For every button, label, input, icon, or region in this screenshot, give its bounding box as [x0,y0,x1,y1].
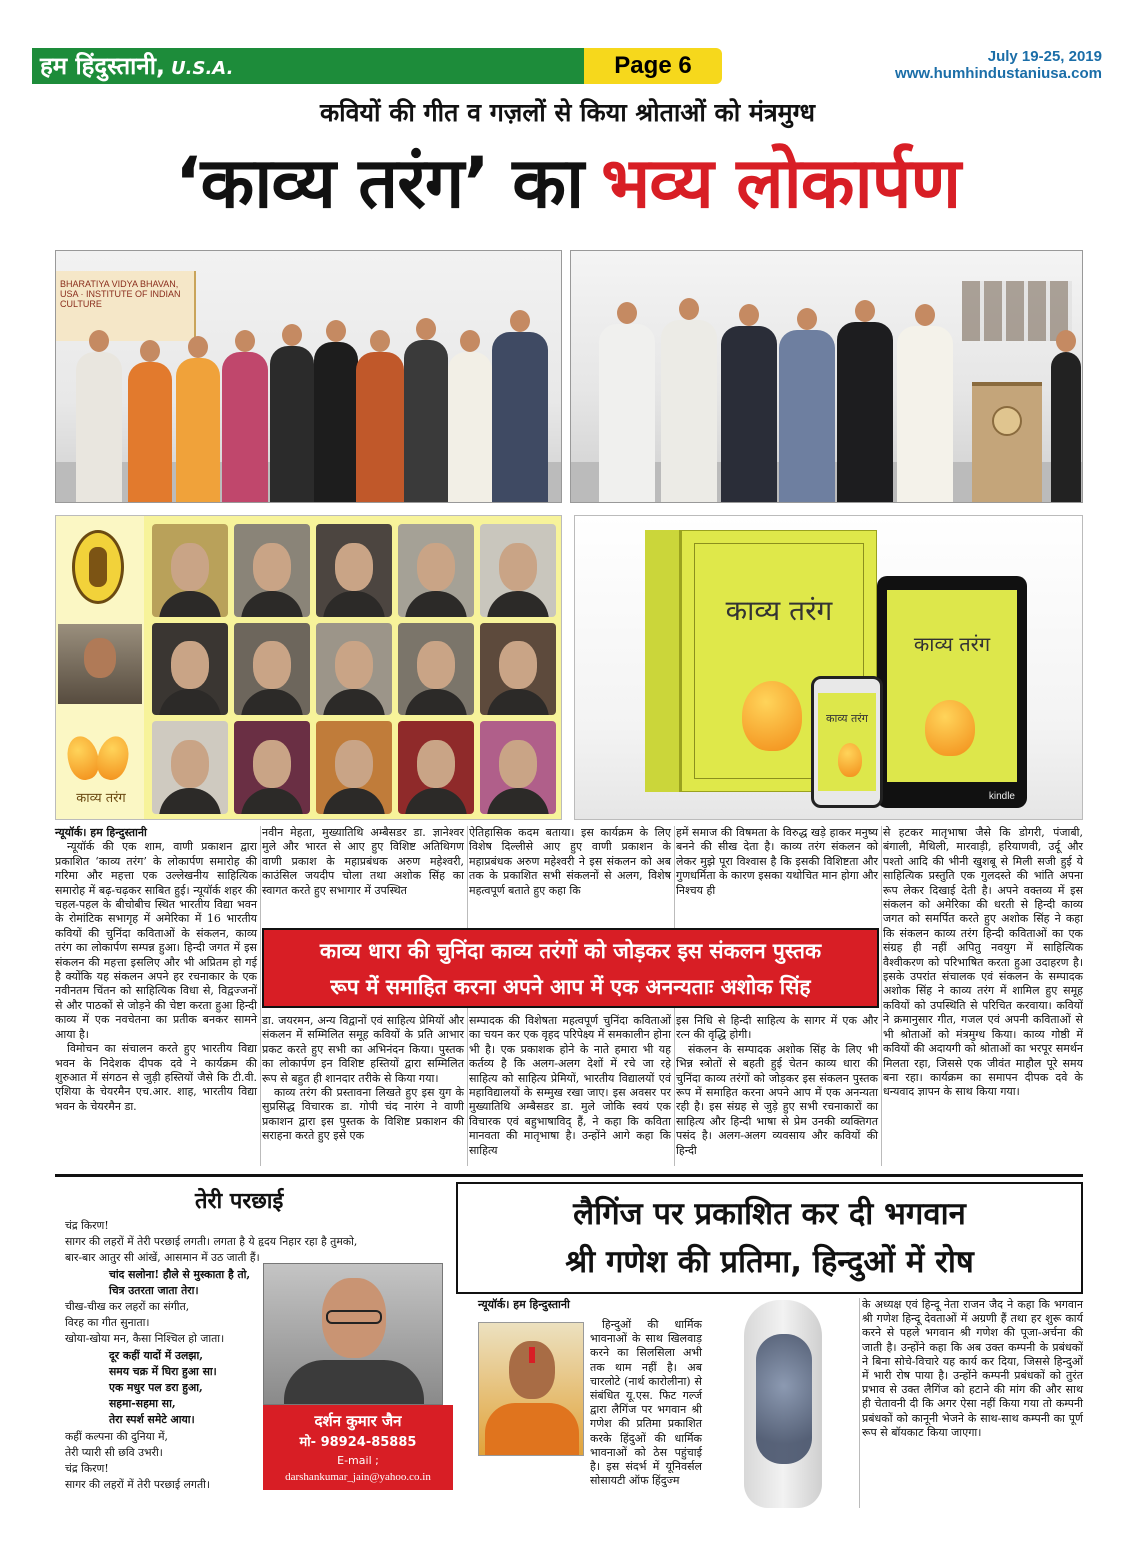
poem-line: समय चक्र में घिरा हुआ सा। [109,1364,217,1378]
poem-line: सहमा-सहमा सा, [109,1397,176,1411]
paragraph: सम्पादक की विशेषता महत्वपूर्ण चुनिंदा कविताओं का चयन कर एक वृहद परिपेक्ष्य में समकालीन होना भी है। एक प्रकाशक होने के नाते हमारा भी यह कर्तव्य है कि अलग-अलग देशों में रचे जा रहे साहित्य को साहित्य प्रेमियों, भारतीय विद्यालयों एवं महाविद्यालयों के सम्मुख रखा जाए। इस अवसर पर मुख्यातिथि अम्बैसडर डा. मुले जोकि स्वयं एक विचारक एवं बहुभाषाविद् हैं, ने कहा कि कविता मानवता की मातृभाषा है। उन्होंने आगे कहा कि साहित्य [469,1014,671,1157]
person-figure [837,322,893,502]
article-column-1 [55,826,257,1114]
article-column-2-top [262,826,464,898]
paragraph: के अध्यक्ष एवं हिन्दू नेता राजन जैद ने कहा कि भगवान श्री गणेश हिन्दू देवताओं में अग्रणी हैं तथा हर शुरू कार्य करने से पहले भगवान श्री गणेश की पूजा-अर्चना की जाती है। उन्होंने कहा कि अब उक्त कम्पनी के प्रबंधकों ने बिना सोचे-विचारे यह कार्य कर दिया, जिससे हिन्दुओं में भारी रोष पाया है। उन्होंने कम्पनी प्रबंधकों को तुरंत प्रभाव से उक्त लैगिंज को हटाने की मांग की और साथ ही चेतावनी दी कि अगर ऐसा नहीं किया गया तो कम्पनी प्रबंधकों को कानूनी भेजने के साथ-साथ कम्पनी का पूर्ण रूप से बॉयकाट किया जाएगा। [862,1298,1083,1439]
ereader-title: काव्य तरंग [913,632,991,656]
paragraph: विमोचन का संचालन करते हुए भारतीय विद्या भवन के निदेशक दीपक दवे ने कार्यक्रम की शुरुआत में संगठन से जुड़ी हस्तियों जैसे कि टी.वी. एशिया के चेयरमैन एच.आर. शाह, भारतीय विद्या भवन के चेयरमैन डा. [55,1042,257,1113]
paragraph: से हटकर मातृभाषा जैसे कि डोगरी, पंजाबी, बंगाली, मैथिली, मारवाड़ी, हरियाणवी, उर्दू और पश्तो आदि की भीनी खुशबू से मिली सजी हुई ये साहित्यिक प्रस्तुति एक गुलदस्ते की भांति अपना रूप लेकर दिखाई देती है। अपने वक्तव्य में इस संकलन को अमेरिका की धरती से हिन्दी काव्य जगत को समर्पित करते हुए अशोक सिंह ने कहा कि संकलन काव्य तरंग हिन्दी कविताओं का एक संग्रह ही नहीं अपितु नवयुग में साहित्यिक वैश्वीकरण को परिभाषित करता हुआ उदाहरण है। इसके उपरांत संचालक एवं संकलन के सम्पादक अशोक सिंह ने काव्य तरंग में शामिल हुए समूह कवियों को उपस्थिति से परिचित करवाया। कवियों ने क्रमानुसार गीत, गजल एवं अपनी कविताओं से भी श्रोताओं को मंत्रमुग्ध किया। काव्य गोष्ठी में कवियों की अदायगी को श्रोताओं का भरपूर समर्थन मिलता रहा, जिससे एक जीवंत माहौल पूरे समय बना रहा। कार्यक्रम का समापन दीपक दवे के धन्यवाद ज्ञापन के साथ किया गया। [883,826,1083,1099]
person-figure [1051,352,1081,502]
book-cover-title: काव्य तरंग [725,594,833,627]
paragraph: इस निधि से हिन्दी साहित्य के सागर में एक और रत्न की वृद्धि होगी। [676,1014,878,1042]
poet-portrait [398,623,474,716]
website-url: www.humhindustaniusa.com [895,65,1102,82]
brand-name: हम हिंदुस्तानी, [40,52,166,80]
poets-collage [55,515,562,820]
poet-portrait [480,623,556,716]
person-figure [176,358,220,502]
poem-title: तेरी परछाई [195,1189,284,1214]
poet-name: दर्शन कुमार जैन [314,1412,402,1430]
phone-device [811,676,883,808]
glasses-icon [326,1310,382,1324]
person-figure [314,342,358,502]
poet-portrait [234,524,310,617]
poet-portrait [152,721,228,814]
poem-line: तेरा स्पर्श समेटे आया। [109,1413,195,1427]
poem-line: खोया-खोया मन, कैसा निश्चिल हो जाता। [65,1332,225,1346]
brand-suffix: U.S.A. [171,58,234,79]
person-figure [128,362,172,502]
book-product-photo [574,515,1083,820]
podium-seal-icon [992,406,1022,436]
poet-portrait [316,524,392,617]
article-kicker: कवियों की गीत व गज़लों से किया श्रोताओं को मंत्रमुग्ध [319,98,816,127]
petal-icon [838,743,862,777]
person-figure [599,324,655,502]
paragraph: काव्य तरंग की प्रस्तावना लिखते हुए इस युग के सुप्रसिद्ध विचारक डा. गोपी चंद नारंग ने वाणी प्रकाशन द्वारा इस पुस्तक के विशिष्ट प्रकाशन की सराहना करते हुए इसे एक [262,1086,464,1143]
poem-line: चंद्र किरण! [65,1219,109,1232]
petal-icon [64,736,134,780]
poet-portrait [316,721,392,814]
issue-info [895,48,1102,82]
secondary-byline: न्यूयॉर्क। हम हिन्दुस्तानी [478,1298,570,1311]
paragraph: ऐतिहासिक कदम बताया। इस कार्यक्रम के लिए विशेष दिल्लीसे आए हुए वाणी प्रकाशन के महाप्रबंधक अरुण महेश्वरी ने इस संकलन को अब तक के प्रकाशित सभी संकलनों से अलग, विशेष महत्वपूर्ण बताते हुए कहा कि [469,826,671,897]
newspaper-brand [32,48,584,84]
poem-line: विरह का गीत सुनाता। [65,1316,150,1330]
headline-black-part: ‘काव्य तरंग’ का [174,142,584,224]
column-divider [881,826,882,1166]
person-figure [270,346,314,502]
article-column-5 [883,826,1083,1100]
institute-banner: BHARATIYA VIDYA BHAVAN, USA · INSTITUTE OF INDIAN CULTURE [56,271,196,341]
poet-portrait [398,721,474,814]
pull-quote-line-2: रूप में समाहित करना अपने आप में एक अनन्यताः अशोक सिंह [330,975,811,999]
poet-photo [263,1263,443,1405]
person-figure [76,352,122,502]
poet-email: darshankumar_jain@yahoo.co.in [285,1471,431,1483]
person-figure [356,352,404,502]
section-divider [55,1174,1083,1177]
poem-line: तेरी प्यारी सी छवि उभरी। [65,1445,163,1459]
poem-line: चांद सलोना! हौले से मुस्काता है तो, [109,1267,251,1281]
secondary-column-2 [862,1298,1083,1440]
article-column-4-bottom [676,1014,878,1158]
poet-mobile: मो- 98924-85885 [299,1435,417,1450]
secondary-headline [456,1182,1083,1294]
headline-red-part: भव्य लोकार्पण [601,142,961,224]
poem-line: सागर की लहरों में तेरी परछाई लगती। लगता है ये हृदय निहार रहा है तुमको, [65,1235,358,1249]
main-headline [0,133,1135,233]
page-number: Page 6 [584,48,722,84]
paragraph: हिन्दुओं की धार्मिक भावनाओं के साथ खिलवाड़ करने का सिलसिला अभी तक थाम नहीं है। अब चारलोटे (नार्थ कारोलीना) से संबंधित यू.एस. फिट गर्ल्ज द्वारा लैगिंज पर भगवान श्री गणेश की प्रतिमा प्रकाशित करके हिंदुओं की धार्मिक भावनाओं को ठेस पहुंचाई है। इस संदर्भ में यूनिवर्सल सोसायटी ऑफ हिंदुज्म [590,1318,702,1488]
article-column-3-bottom [469,1014,671,1158]
person-figure [222,352,268,502]
person-figure [448,352,492,502]
article-byline: न्यूयॉर्क। हम हिन्दुस्तानी [55,826,147,839]
poem-line: बार-बार आतुर सी आंखें, आसमान में उठ जाती हैं। [65,1251,260,1265]
secondary-column-1 [590,1318,702,1488]
paragraph: न्यूयॉर्क की एक शाम, वाणी प्रकाशन द्वारा प्रकाशित ‘काव्य तरंग’ के लोकार्पण समारोह की गरिमा और महत्ता एक उल्लेखनीय साहित्यिक समारोह में बढ़-चढ़कर साबित हुई। न्यूयॉर्क शहर की चहल-पहल के बीचोबीच स्थित भारतीय विद्या भवन के रोमांटिक सभागृह में अमेरिका में 16 भारतीय कवियों की चुनिंदा कविताओं के संकलन, काव्य तरंग का लोकार्पण सम्पन्न हुआ। हिन्दी जगत में इस संकलन की महत्ता इसलिए और भी अप्रितम हो गई है क्योंकि यह संकलन अपने हर रचनाकार के एक नवीनतम चिंतन को साहित्यिक विधा से, विद्वज्जनों से और पाठकों से जोड़ने की चेष्टा करता हुआ हिन्दी काव्य में एक नवचेतना का प्रतीक बनकर सामने आया है। [55,840,257,1041]
collage-book-title: काव्य तरंग [76,791,126,806]
paragraph: हमें समाज की विषमता के विरुद्ध खड़े हाकर मनुष्य बनने की सीख देता है। काव्य तरंग संकलन को लेकर मुझे पूरा विश्वास है कि इसकी विशिष्टता और गुणधर्मिता के कारण इसका यथोचित मान होगा और निश्चय ही [676,826,878,897]
book-spine [645,530,681,792]
poet-portrait [480,524,556,617]
masthead [32,48,1102,86]
publisher-logo-icon [72,530,124,604]
pull-quote-line-1: काव्य धारा की चुनिंदा काव्य तरंगों को जोड़कर इस संकलन पुस्तक [319,939,822,963]
person-figure [404,340,448,502]
issue-date: July 19-25, 2019 [987,48,1102,65]
person-figure [661,320,717,502]
tilak-icon [529,1347,535,1363]
column-divider [260,826,261,1166]
device-brand: kindle [988,791,1015,802]
poem-line: कहीं कल्पना की दुनिया में, [65,1429,168,1443]
secondary-headline-line-1: लैगिंज पर प्रकाशित कर दी भगवान [573,1196,966,1232]
poet-portrait [152,524,228,617]
poem-line: चीख-चीख कर लहरों का संगीत, [65,1300,190,1314]
person-figure [721,326,777,502]
poet-portrait [234,721,310,814]
petal-icon [925,700,975,756]
poet-portrait [316,623,392,716]
article-column-2-bottom [262,1014,464,1144]
pull-quote [262,928,879,1008]
dignitaries-photo [570,250,1083,503]
paragraph: डा. जयरमन, अन्य विद्वानों एवं साहित्य प्रेमियों और संकलन में सम्मिलित समूह कवियों के प्रति आभार प्रकट करते हुए सभी का अभिनंदन किया। पुस्तक का लोकार्पण इन विशिष्ट हस्तियों द्वारा सम्मिलित रूप से बहुत ही शानदार तरीके से किया गया। [262,1014,464,1085]
person-figure [779,330,835,502]
poet-portrait [398,524,474,617]
group-photo-launch [55,250,562,503]
ganesh-print-icon [756,1334,812,1464]
person-figure [492,332,548,502]
leggings-photo [708,1294,856,1512]
poet-portrait [480,721,556,814]
paragraph: नवीन मेहता, मुख्यातिथि अम्बैसडर डा. ज्ञानेश्वर मुले और भारत से आए हुए विशिष्ट अतिथिगण वाणी प्रकाश के महाप्रबंधक अरुण महेश्वरी, काउंसिल जयदीप चोला तथा अशोक सिंह का स्वागत करते हुए सभागार में उपस्थित [262,826,464,897]
petal-icon [742,681,802,751]
poem-line: चित्र उतरता जाता तेरा। [109,1283,199,1297]
secondary-byline-wrap [478,1298,700,1312]
poem-line: सागर की लहरों में तेरी परछाई लगती। [65,1478,211,1492]
article-column-3-top [469,826,671,898]
podium [972,382,1042,502]
wall-frames [962,281,1072,341]
poem-line: चंद्र किरण! [65,1462,109,1476]
poem-line: दूर कहीं यादों में उलझा, [109,1348,204,1362]
spokesperson-photo [478,1322,584,1456]
paragraph: संकलन के सम्पादक अशोक सिंह के लिए भी भिन्न स्त्रोतों से बहती हुई चेतन काव्य धारा की चुनिंदा काव्य तरंगों को जोड़कर इस संकलन पुस्तक रूप में समाहित करना अपने आप में एक अनन्यता रही है। इस संग्रह से जुड़े हुए सभी रचनाकारों का साहित्य और हिन्दी भाषा से प्रेम उनकी व्यक्तिगत पसंद है। अलग-अलग व्यवसाय और कवियों की हिन्दी [676,1042,878,1157]
poet-portrait [58,624,142,704]
poet-portrait [234,623,310,716]
phone-title: काव्य तरंग [826,712,868,725]
ereader-device [877,576,1027,808]
article-column-4-top [676,826,878,898]
person-figure [897,326,953,502]
poet-portrait [152,623,228,716]
column-divider [859,1298,860,1508]
secondary-headline-line-2: श्री गणेश की प्रतिमा, हिन्दुओं में रोष [565,1244,974,1280]
collage-side-panel [56,516,144,820]
poem-line: एक मधुर पल डरा हुआ, [109,1381,203,1395]
poets-grid [152,524,556,814]
poet-email-label: E-mail ; [337,1454,379,1467]
poet-credit-card [263,1405,453,1490]
